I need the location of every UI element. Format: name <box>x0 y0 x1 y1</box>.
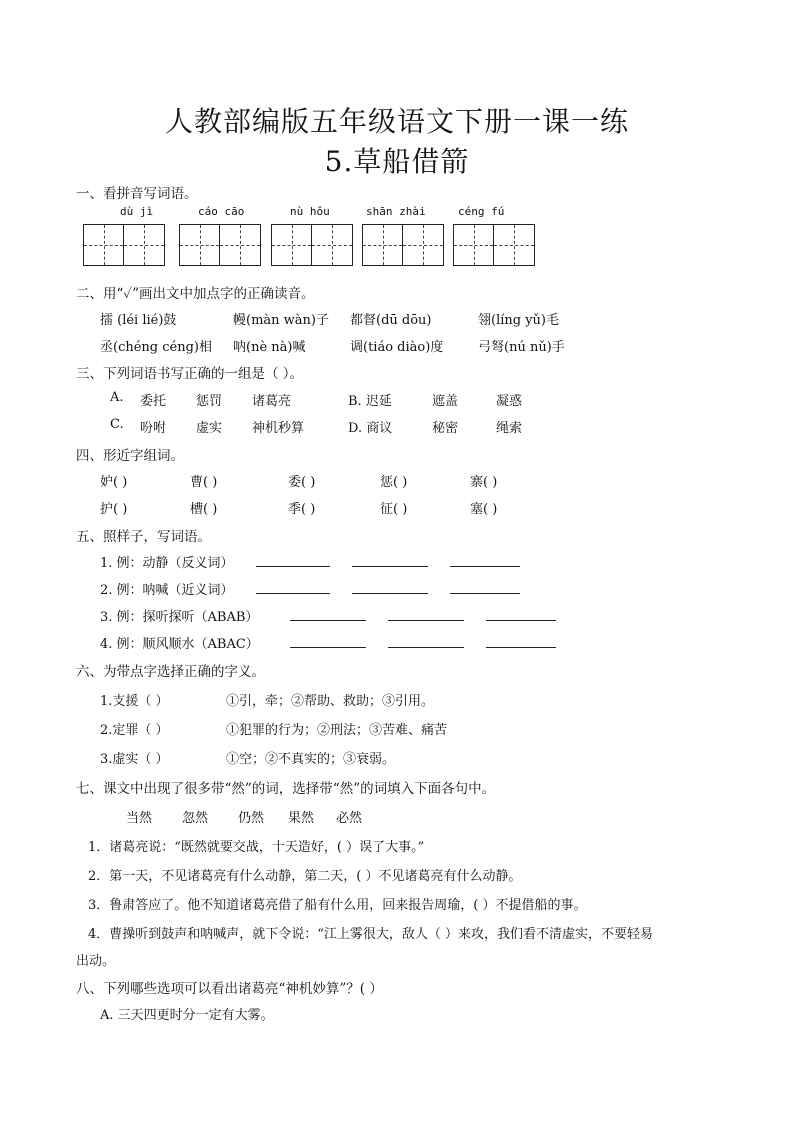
meaning-question: 1.支援（ ） <box>100 694 169 709</box>
meaning-options: ①空；②不真实的；③衰弱。 <box>226 752 396 767</box>
fill-sentence: 4．曹操听到鼓声和呐喊声，就下令说：“江上雾很大，敌人（ ）来攻，我们看不清虚实，不要轻易 <box>88 927 654 942</box>
pinyin-4: shān zhài <box>366 205 426 218</box>
answer-blank[interactable] <box>256 593 330 594</box>
answer-blank[interactable] <box>256 566 330 567</box>
word-bank-item: 当然 <box>126 811 153 826</box>
option-label: C. <box>110 417 124 432</box>
writing-grid-4[interactable] <box>362 224 444 266</box>
answer-blank[interactable] <box>486 620 556 621</box>
word-bank-item: 果然 <box>288 811 315 826</box>
word-bank-item: 必然 <box>336 811 363 826</box>
section-8-heading: 八、下列哪些选项可以看出诸葛亮“神机妙算”？( ） <box>76 981 383 997</box>
char-item: 护( ) <box>100 502 128 517</box>
writing-grid-1[interactable] <box>83 224 165 266</box>
section-6-heading: 六、为带点字选择正确的字义。 <box>76 664 265 680</box>
example-item: 4. 例：顺风顺水（ABAC） <box>100 637 259 652</box>
char-item: 季( ) <box>288 502 316 517</box>
char-item: 妒( ) <box>100 475 128 490</box>
fill-sentence: 3．鲁肃答应了。他不知道诸葛亮借了船有什么用，回来报告周瑜，( ）不提借船的事。 <box>88 898 587 913</box>
answer-blank[interactable] <box>388 620 464 621</box>
section-7-heading: 七、课文中出现了很多带“然”的词，选择带“然”的词填入下面各句中。 <box>76 781 496 797</box>
fill-sentence: 1．诸葛亮说：“既然就要交战，十天造好，( ）误了大事。” <box>88 840 425 855</box>
word: B. 迟延 <box>348 394 392 409</box>
writing-grid-2[interactable] <box>179 224 261 266</box>
word: 吩咐 <box>140 421 167 436</box>
example-item: 1. 例：动静（反义词） <box>100 556 234 571</box>
meaning-question: 3.虚实（ ） <box>100 752 169 767</box>
word: 遮盖 <box>432 394 459 409</box>
meaning-options: ①引，牵；②帮助、救助；③引用。 <box>226 694 435 709</box>
reading-item: 擂 (léi lié)鼓 <box>100 313 177 328</box>
answer-blank[interactable] <box>352 593 428 594</box>
word: 委托 <box>140 394 167 409</box>
reading-item: 丞(chéng céng)相 <box>100 340 212 355</box>
answer-blank[interactable] <box>290 647 366 648</box>
reading-item: 都督(dū dōu) <box>350 313 432 328</box>
section-1-heading: 一、看拼音写词语。 <box>76 186 198 202</box>
section-5-heading: 五、照样子，写词语。 <box>76 529 211 545</box>
char-item: 委( ) <box>288 475 316 490</box>
word: 神机秒算 <box>252 421 305 436</box>
word: 凝惑 <box>496 394 523 409</box>
example-item: 2. 例：呐喊（近义词） <box>100 583 234 598</box>
example-item: 3. 例：探听探听（ABAB） <box>100 610 259 625</box>
answer-blank[interactable] <box>352 566 428 567</box>
word: D. 商议 <box>348 421 393 436</box>
char-item: 曹( ) <box>190 475 218 490</box>
answer-blank[interactable] <box>486 647 556 648</box>
section-2-heading: 二、用“✓”画出文中加点字的正确读音。 <box>76 286 315 302</box>
reading-item: 呐(nè nà)喊 <box>233 340 306 355</box>
word: 绳索 <box>496 421 523 436</box>
pinyin-1: dù jì <box>120 205 154 218</box>
word: 秘密 <box>432 421 459 436</box>
word: 虚实 <box>196 421 223 436</box>
word-bank-item: 忽然 <box>182 811 209 826</box>
option-label: A. <box>110 390 124 405</box>
reading-item: 幔(màn wàn)子 <box>233 313 329 328</box>
answer-blank[interactable] <box>388 647 464 648</box>
writing-grid-3[interactable] <box>271 224 353 266</box>
fill-sentence: 2．第一天，不见诸葛亮有什么动静，第二天，( ）不见诸葛亮有什么动静。 <box>88 869 522 884</box>
char-item: 惩( ) <box>380 475 408 490</box>
pinyin-5: céng fú <box>458 205 505 218</box>
lesson-title: 5.草船借箭 <box>324 145 470 178</box>
answer-blank[interactable] <box>450 593 520 594</box>
answer-blank[interactable] <box>450 566 520 567</box>
fill-sentence-continued: 出动。 <box>76 954 116 969</box>
char-item: 槽( ) <box>190 502 218 517</box>
section-4-heading: 四、形近字组词。 <box>76 448 184 464</box>
char-item: 寨( ) <box>470 475 498 490</box>
reading-item: 翎(líng yǔ)毛 <box>478 313 560 328</box>
word: 诸葛亮 <box>252 394 292 409</box>
pinyin-3: nù hǒu <box>290 205 330 218</box>
char-item: 塞( ) <box>470 502 498 517</box>
writing-grid-5[interactable] <box>453 224 535 266</box>
word-bank-item: 仍然 <box>238 811 265 826</box>
reading-item: 调(tiáo diào)度 <box>350 340 444 355</box>
section-3-heading: 三、下列词语书写正确的一组是（ ）。 <box>76 366 304 382</box>
pinyin-2: cáo cāo <box>198 205 245 218</box>
option-a: A. 三天四更时分一定有大雾。 <box>100 1008 274 1023</box>
page-title: 人教部编版五年级语文下册一课一练 <box>164 105 629 138</box>
char-item: 征( ) <box>380 502 408 517</box>
meaning-question: 2.定罪（ ） <box>100 723 169 738</box>
answer-blank[interactable] <box>290 620 366 621</box>
word: 惩罚 <box>196 394 223 409</box>
reading-item: 弓弩(nú nǔ)手 <box>478 340 565 355</box>
meaning-options: ①犯罪的行为；②刑法；③苦难、痛苦 <box>226 723 448 738</box>
